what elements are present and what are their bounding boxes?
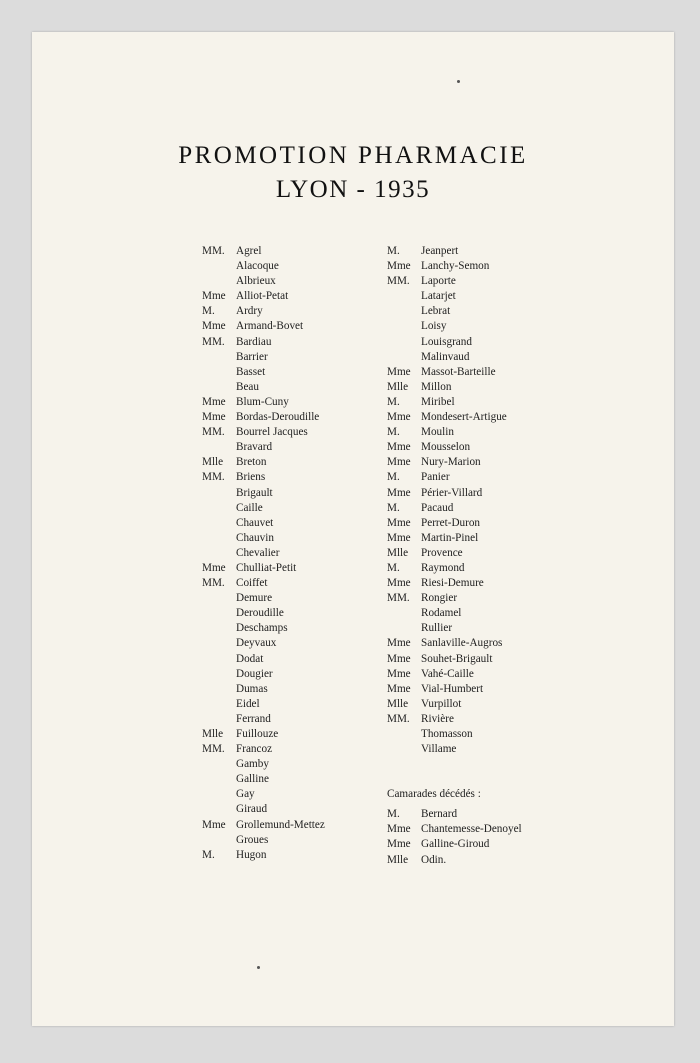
person-name: Barrier [236,350,268,363]
person-name: Gamby [236,758,269,771]
person-name: Villame [421,743,457,756]
list-item [387,440,481,455]
person-name: Chauvin [236,531,274,544]
person-name: Louisgrand [421,335,472,348]
person-name: Grollemund-Mettez [236,818,325,831]
list-item [387,807,481,822]
person-name: Rongier [421,592,458,605]
person-name: Coiffet [236,577,268,590]
list-item [387,853,481,868]
title-prefix: Mme [387,486,411,499]
person-name: Perret-Duron [421,516,481,529]
list-item [387,304,481,319]
person-name: Gay [236,788,255,801]
title-prefix: Mme [387,667,411,680]
person-name: Beau [236,380,259,393]
list-item [387,591,481,606]
title-prefix: MM. [202,335,225,348]
title-prefix: MM. [387,275,410,288]
person-name: Giraud [236,803,268,816]
person-name: Panier [421,471,450,484]
list-item [387,274,481,289]
title-prefix: M. [387,245,400,257]
title-prefix: M. [387,561,400,574]
title-prefix: MM. [387,712,410,725]
title-prefix: Mlle [202,728,224,740]
person-name: Demure [236,592,273,605]
title-prefix: Mme [202,411,226,424]
list-item [387,516,481,531]
list-item [387,350,481,365]
title-prefix: Mme [202,818,226,831]
person-name: Deroudille [236,607,284,620]
list-item [387,531,481,546]
person-name: Fuillouze [236,728,279,740]
title-prefix: M. [387,501,400,514]
title-prefix: Mme [387,823,411,836]
title-prefix: Mme [387,411,411,424]
person-name: Briens [236,471,266,484]
deceased-heading: Camarades décédés : [387,788,481,801]
person-name: Breton [236,456,267,469]
title-prefix: Mme [202,320,226,333]
document-page [32,32,674,1026]
title-prefix: Mme [387,838,411,851]
person-name: Massot-Barteille [421,365,496,378]
person-name: Odin. [421,853,447,866]
list-item [387,335,481,350]
title-prefix: Mme [387,260,411,273]
list-item [387,289,481,304]
person-name: Rullier [421,622,453,635]
document-title: PROMOTION PHARMACIE [178,142,528,169]
person-name: Hugon [236,848,267,861]
person-name: Alliot-Petat [236,290,289,303]
person-name: Vurpillot [421,697,462,710]
person-name: Chevalier [236,546,280,559]
person-name: Alacoque [236,260,279,273]
person-name: Bardiau [236,335,272,348]
person-name: Loisy [421,320,447,333]
title-prefix: Mme [387,441,411,454]
person-name: Dodat [236,652,264,665]
title-prefix: Mlle [387,546,409,559]
title-prefix: M. [387,426,400,439]
title-prefix: MM. [387,592,410,605]
person-name: Blum-Cuny [236,395,289,408]
person-name: Ferrand [236,712,271,725]
person-name: Jeanpert [421,245,459,257]
list-item [387,742,481,757]
person-name: Lanchy-Semon [421,260,490,273]
person-name: Souhet-Brigault [421,652,493,665]
person-name: Rivière [421,712,454,725]
person-name: Moulin [421,426,454,439]
person-name: Deschamps [236,622,288,635]
list-item [387,636,503,651]
person-name: Latarjet [421,290,456,303]
title-prefix: Mme [202,561,226,574]
person-name: Francoz [236,743,273,756]
person-name: Bordas-Deroudille [236,411,320,424]
person-name: Groues [236,833,269,846]
person-name: Galline [236,773,269,786]
person-name: Caille [236,501,263,514]
person-name: Eidel [236,697,260,710]
person-name: Martin-Pinel [421,531,479,544]
person-name: Deyvaux [236,637,277,650]
person-name: Miribel [421,395,455,408]
person-name: Lebrat [421,305,451,318]
title-prefix: Mme [202,395,226,408]
person-name: Mousselon [421,441,471,454]
list-item [387,727,481,742]
person-name: Périer-Villard [421,486,483,499]
title-prefix: Mme [387,577,411,590]
list-item [387,486,481,501]
person-name: Ardry [236,305,263,318]
list-item [387,380,481,395]
person-name: Dumas [236,682,268,695]
list-item [387,652,493,667]
title-prefix: Mme [387,531,411,544]
person-name: Raymond [421,561,465,574]
person-name: Chulliat-Petit [236,561,297,574]
section-spacer [387,757,481,787]
list-item [387,501,481,516]
person-name: Rodamel [421,607,462,620]
title-prefix: Mme [387,365,411,378]
person-name: Pacaud [421,501,454,514]
paper-speck [257,966,260,969]
right-name-column [387,244,522,868]
title-prefix: Mlle [387,697,409,710]
list-item [387,244,481,259]
list-item [387,319,481,334]
list-item [387,576,484,591]
list-item [387,425,481,440]
title-prefix: Mme [387,682,411,695]
title-prefix: M. [387,471,400,484]
title-prefix: Mme [202,290,226,303]
list-item [387,546,481,561]
person-name: Bravard [236,441,273,454]
title-prefix: MM. [202,471,225,484]
list-item [387,667,481,682]
person-name: Armand-Bovet [236,320,304,333]
person-name: Basset [236,365,266,378]
person-name: Bernard [421,808,458,821]
person-name: Bourrel Jacques [236,426,308,439]
person-name: Chauvet [236,516,274,529]
list-item [387,365,496,380]
list-item [387,561,481,576]
document-subtitle: LYON - 1935 [275,176,431,203]
person-name: Mondesert-Artigue [421,411,507,424]
paper-speck [457,80,460,83]
title-prefix: Mme [387,637,411,650]
title-prefix: M. [202,848,215,861]
title-prefix: Mlle [387,380,409,393]
person-name: Vahé-Caille [421,667,474,680]
person-name: Albrieux [236,275,276,288]
title-prefix: Mlle [202,456,224,469]
person-name: Malinvaud [421,350,470,363]
person-name: Riesi-Demure [421,577,484,590]
title-prefix: Mme [387,456,411,469]
person-name: Nury-Marion [421,456,481,469]
person-name: Brigault [236,486,273,499]
person-name: Millon [421,380,452,393]
person-name: Galline-Giroud [421,838,490,851]
title-prefix: M. [202,305,215,318]
title-prefix: Mlle [387,853,409,866]
person-name: Laporte [421,275,456,288]
list-item [387,395,481,410]
title-prefix: MM. [202,577,225,590]
list-item [387,410,507,425]
list-item [387,606,481,621]
person-name: Chantemesse-Denoyel [421,823,522,836]
title-prefix: M. [387,395,400,408]
title-prefix: M. [387,808,400,821]
list-item [387,712,481,727]
person-name: Agrel [236,245,262,257]
list-item [387,837,490,852]
person-name: Provence [421,546,463,559]
title-prefix: MM. [202,743,225,756]
list-item [387,259,490,274]
person-name: Thomasson [421,728,473,740]
list-item [387,621,481,636]
list-item [387,455,481,470]
title-prefix: Mme [387,652,411,665]
list-item [387,470,481,485]
person-name: Sanlaville-Augros [421,637,503,650]
title-prefix: MM. [202,426,225,439]
list-item [387,697,481,712]
list-item [387,822,522,837]
title-prefix: Mme [387,516,411,529]
person-name: Dougier [236,667,273,680]
title-prefix: MM. [202,245,225,257]
list-item [387,682,484,697]
person-name: Vial-Humbert [421,682,484,695]
